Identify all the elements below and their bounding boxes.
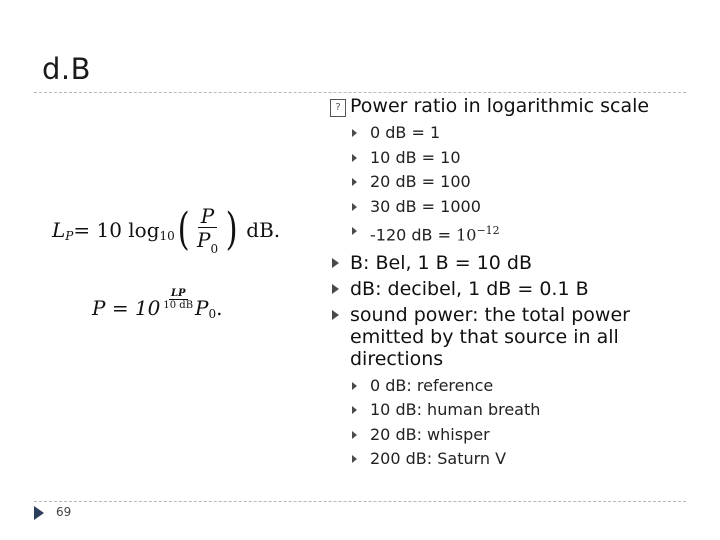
formula-lhs-sub: P xyxy=(65,229,74,243)
bullet-decibel: dB: decibel, 1 dB = 0.1 B xyxy=(330,278,670,300)
page-number: 69 xyxy=(56,505,72,519)
bullet-bel: B: Bel, 1 B = 10 dB xyxy=(330,252,670,274)
small-triangle-right-icon xyxy=(352,203,357,211)
list-item: 0 dB = 1 xyxy=(330,121,670,146)
list-item: 10 dB: human breath xyxy=(330,398,670,423)
list-item: 200 dB: Saturn V xyxy=(330,447,670,472)
small-triangle-right-icon xyxy=(352,431,357,439)
formula2-tail-dot: . xyxy=(216,296,223,320)
list-item: 20 dB: whisper xyxy=(330,423,670,448)
formula2-exp-num: LP xyxy=(170,287,186,299)
top-divider xyxy=(34,92,686,93)
bullet-power-ratio xyxy=(330,95,670,117)
power-exponent: −12 xyxy=(476,224,500,237)
list-item: -120 dB = $10^{-12}$ xyxy=(330,219,670,248)
list-item: 10 dB = 10 xyxy=(330,146,670,171)
triangle-right-icon xyxy=(332,284,339,294)
bullet-list xyxy=(330,95,670,472)
formula-fraction xyxy=(194,205,221,255)
left-paren: ( xyxy=(177,204,190,255)
small-triangle-right-icon xyxy=(352,178,357,186)
list-item: 0 dB: reference xyxy=(330,374,670,399)
triangle-right-icon xyxy=(332,258,339,268)
formula-eq-log: = 10 log xyxy=(73,218,160,242)
bottom-divider xyxy=(34,501,686,502)
formula-power xyxy=(92,287,223,321)
formula-unit: dB. xyxy=(246,218,281,242)
formula-lhs-var: L xyxy=(52,218,66,242)
triangle-right-icon xyxy=(332,310,339,320)
fraction-numerator: P xyxy=(200,204,215,228)
list-item: 20 dB = 100 xyxy=(330,170,670,195)
formula2-tail-sub: 0 xyxy=(208,307,217,321)
small-triangle-right-icon xyxy=(352,382,357,390)
small-triangle-right-icon xyxy=(352,227,357,235)
missing-glyph-icon: ? xyxy=(330,99,346,117)
bullet-label: Power ratio in logarithmic scale xyxy=(350,95,650,117)
small-triangle-right-icon xyxy=(352,406,357,414)
bullet-sound-power: sound power: the total power emitted by that source in all directions xyxy=(330,304,670,370)
right-paren: ) xyxy=(225,204,238,255)
list-item: 30 dB = 1000 xyxy=(330,195,670,220)
formula-log-base: 10 xyxy=(159,229,175,243)
slide-title: d.B xyxy=(42,52,92,86)
small-triangle-right-icon xyxy=(352,154,357,162)
formula-level-db xyxy=(52,205,280,255)
power-of-ten: 10 xyxy=(456,225,477,245)
fraction-denominator: P xyxy=(196,228,211,252)
fraction-denominator-sub: 0 xyxy=(210,242,219,256)
formula2-exponent xyxy=(161,288,195,311)
small-triangle-right-icon xyxy=(352,455,357,463)
formula2-tail-var: P xyxy=(195,296,209,320)
formula2-lhs: P = 10 xyxy=(92,296,161,320)
footer-arrow-icon xyxy=(34,506,44,520)
formula2-exp-den: 10 dB xyxy=(163,299,194,311)
small-triangle-right-icon xyxy=(352,129,357,137)
